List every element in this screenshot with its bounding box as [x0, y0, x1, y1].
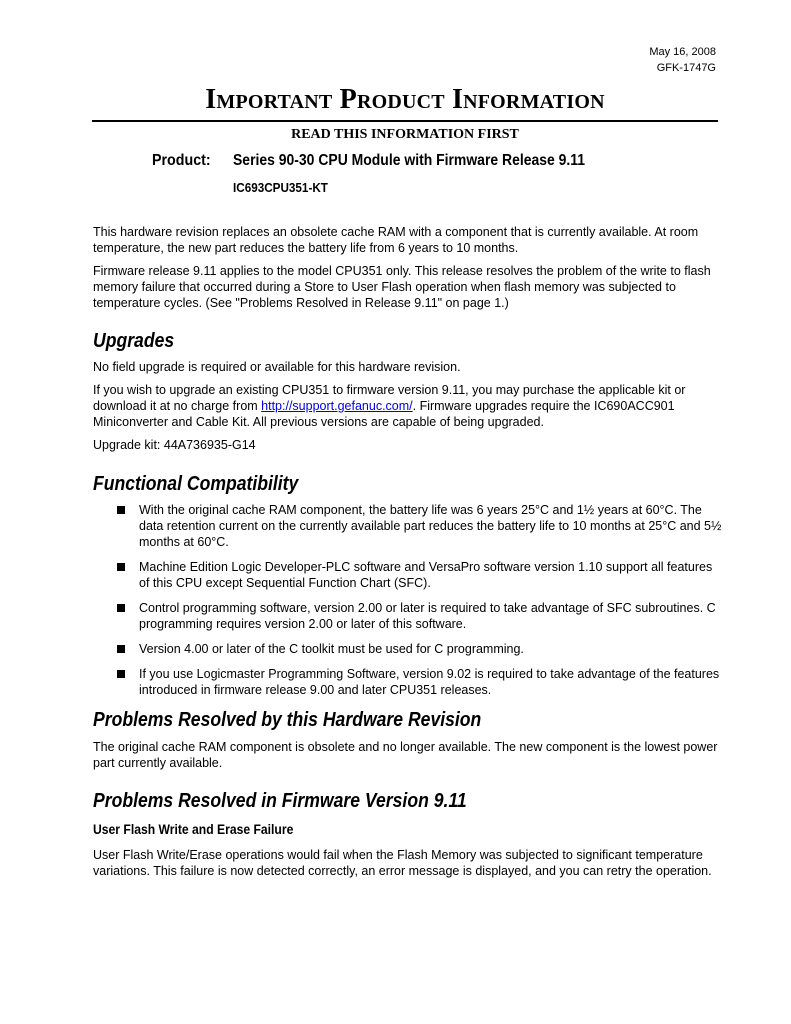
upgrades-text-after-link: . Firmware upgrades require the IC690ACC901 Miniconverter and Cable Kit. All previous versions are capable of being upgraded.: [93, 399, 675, 429]
page-title: Important Product Information: [205, 84, 605, 115]
support-link[interactable]: http://support.gefanuc.com/: [261, 399, 413, 413]
list-item: If you use Logicmaster Programming Software, version 9.02 is required to take advantage of the features introduced in firmware release 9.00 and later CPU351 releases.: [93, 666, 723, 698]
compatibility-heading: Functional Compatibility: [93, 473, 299, 495]
upgrades-heading: Upgrades: [93, 330, 175, 352]
product-label: Product:: [152, 152, 211, 169]
flash-failure-subheading: User Flash Write and Erase Failure: [93, 822, 294, 837]
title-divider: [92, 120, 718, 122]
bullet-square-icon: [117, 563, 125, 571]
list-item: With the original cache RAM component, the battery life was 6 years 25°C and 1½ years at 60°C. The data retention current on the currently available part reduces the battery life to 10 months at 25°C and 5½ months at 60°C.: [93, 502, 723, 550]
fw-resolved-heading: Problems Resolved in Firmware Version 9.11: [93, 790, 467, 812]
upgrades-paragraph-2: [93, 382, 723, 430]
bullet-square-icon: [117, 506, 125, 514]
list-item: Machine Edition Logic Developer-PLC software and VersaPro software version 1.10 support all features of this CPU except Sequential Function Chart (SFC).: [93, 559, 723, 591]
upgrades-paragraph-1: No field upgrade is required or available for this hardware revision.: [93, 360, 461, 374]
fw-resolved-paragraph: User Flash Write/Erase operations would fail when the Flash Memory was subjected to significant temperature variations. This failure is now detected correctly, an error message is displayed, and you can retry the operation.: [93, 848, 712, 878]
intro-paragraph-1: This hardware revision replaces an obsolete cache RAM with a component that is currently available. At room temperature, the new part reduces the battery life from 6 years to 10 months.: [93, 225, 699, 255]
read-first-subtitle: READ THIS INFORMATION FIRST: [291, 127, 519, 142]
document-number: GFK-1747G: [656, 62, 716, 74]
bullet-square-icon: [117, 645, 125, 653]
hw-resolved-paragraph: The original cache RAM component is obsolete and no longer available. The new component is the lowest power part currently available.: [93, 740, 718, 770]
list-item: Version 4.00 or later of the C toolkit must be used for C programming.: [93, 641, 723, 657]
bullet-square-icon: [117, 670, 125, 678]
hw-resolved-heading: Problems Resolved by this Hardware Revision: [93, 709, 482, 731]
upgrade-kit-text: Upgrade kit: 44A736935-G14: [93, 438, 256, 452]
product-part-number: IC693CPU351-KT: [233, 180, 328, 195]
document-date: May 16, 2008: [649, 46, 716, 58]
list-item: Control programming software, version 2.00 or later is required to take advantage of SFC subroutines. C programming requires version 2.00 or later of this software.: [93, 600, 723, 632]
product-name: Series 90-30 CPU Module with Firmware Release 9.11: [233, 152, 586, 169]
upgrades-text-before-link: If you wish to upgrade an existing CPU351 to firmware version 9.11, you may purchase the applicable kit or download it at no charge from: [93, 383, 686, 413]
bullet-square-icon: [117, 604, 125, 612]
compatibility-list: [93, 502, 723, 707]
intro-paragraph-2: Firmware release 9.11 applies to the model CPU351 only. This release resolves the problem of the write to flash memory failure that occurred during a Store to User Flash operation when flash memory was subjected to temperature cycles. (See "Problems Resolved in Release 9.11" on page 1.): [93, 264, 711, 310]
